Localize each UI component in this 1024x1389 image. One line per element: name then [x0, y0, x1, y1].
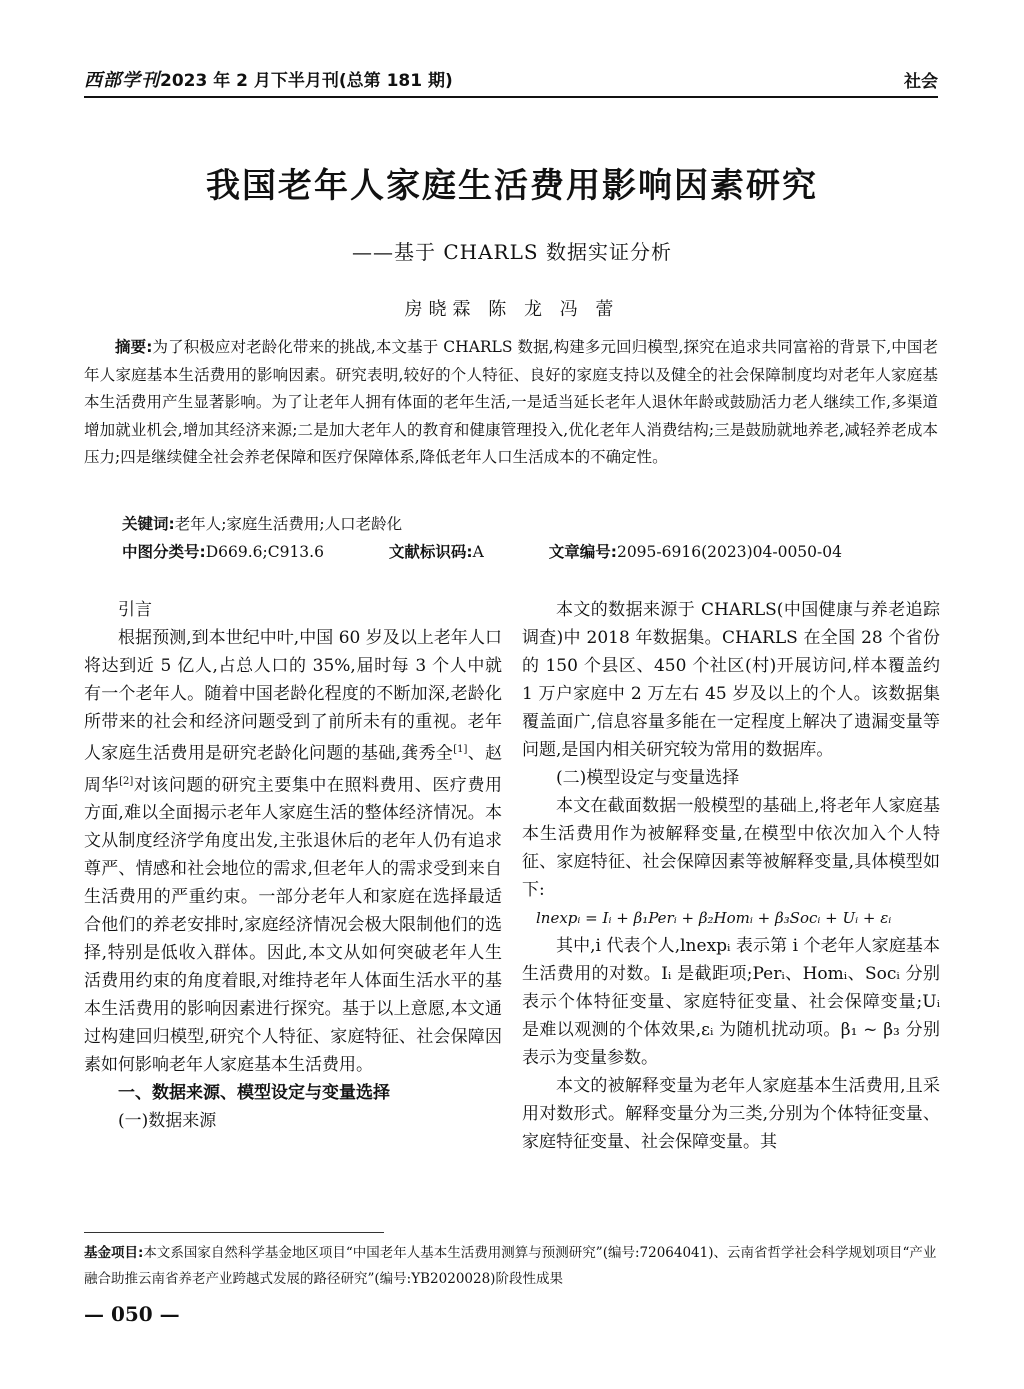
keywords-label: 关键词: [122, 515, 175, 533]
intro-heading: 引言 [118, 600, 152, 620]
doc-code-label: 文献标识码: [388, 543, 473, 561]
article-number-value: 2095-6916(2023)04-0050-04 [616, 543, 842, 561]
abstract-label: 摘要: [115, 338, 153, 356]
funding-text: 本文系国家自然科学基金地区项目“中国老年人基本生活费用测算与预测研究”(编号:72064041)、云南省哲学社会科学规划项目“产业融合助推云南省养老产业跨越式发展的路径研究”(编号:YB2020028)阶段性成果 [84, 1245, 937, 1287]
funding-footnote [84, 1240, 944, 1292]
left-column [84, 596, 502, 1135]
issue-text: 2023 年 2 月下半月刊(总第 181 期) [160, 71, 453, 91]
keywords-text: 老年人;家庭生活费用;人口老龄化 [174, 515, 403, 533]
article-subtitle: ——基于 CHARLS 数据实证分析 [352, 240, 672, 264]
article-number-item [549, 540, 842, 562]
subsection-2-heading: (二)模型设定与变量选择 [556, 768, 740, 788]
running-header [84, 68, 938, 98]
page-number: — 050 — [84, 1302, 180, 1326]
keywords [122, 512, 402, 534]
authors: 房晓霖 陈 龙 冯 蕾 [404, 299, 620, 320]
subsection-1-heading: (一)数据来源 [118, 1111, 217, 1132]
regression-equation: lnexpᵢ = Iᵢ + β₁Perᵢ + β₂Homᵢ + β₃Socᵢ + Uᵢ + εᵢ [536, 909, 892, 927]
clc-value: D669.6;C913.6 [205, 543, 324, 561]
clc-label: 中图分类号: [122, 543, 206, 561]
intro-text-a: 根据预测,到本世纪中叶,中国 60 岁及以上老年人口将达到近 5 亿人,占总人口的 35%,届时每 3 个人中就有一个老年人。随着中国老龄化程度的不断加深,老龄化所带来的社会和经济问题受到了前所未有的重视。老年人家庭生活费用是研究老龄化问题的基础,龚秀全 [84, 628, 502, 764]
doc-code-item [389, 540, 484, 562]
dependent-variable-paragraph: 本文的被解释变量为老年人家庭基本生活费用,且采用对数形式。解释变量分为三类,分别为个体特征变量、家庭特征变量、社会保障变量。其 [522, 1076, 940, 1152]
intro-text-b: 、赵周华 [84, 743, 503, 796]
footnote-divider [84, 1232, 384, 1233]
article-title: 我国老年人家庭生活费用影响因素研究 [206, 166, 818, 206]
data-source-paragraph: 本文的数据来源于 CHARLS(中国健康与养老追踪调查)中 2018 年数据集。CHARLS 在全国 28 个省份的 150 个县区、450 个社区(村)开展访问,样本覆盖约 1 万户家庭中 2 万左右 45 岁及以上的个人。该数据集覆盖面广,信息容量多能在一定程度上解决了遗漏变量等问题,是国内相关研究较为常用的数据库。 [522, 600, 940, 760]
section-1-heading: 一、数据来源、模型设定与变量选择 [118, 1083, 390, 1104]
ref-1: [1] [453, 744, 468, 755]
variable-definition-paragraph: 其中,i 代表个人,lnexpᵢ 表示第 i 个老年人家庭基本生活费用的对数。Iᵢ 是截距项;Perᵢ、Homᵢ、Socᵢ 分别表示个体特征变量、家庭特征变量、社会保障变量;Uᵢ 是难以观测的个体效果,εᵢ 为随机扰动项。β₁ ~ β₃ 分别表示为变量参数。 [522, 936, 940, 1068]
classification-meta [122, 540, 942, 562]
model-paragraph: 本文在截面数据一般模型的基础上,将老年人家庭基本生活费用作为被解释变量,在模型中依次加入个人特征、家庭特征、社会保障因素等被解释变量,具体模型如下: [522, 796, 940, 900]
journal-issue [84, 66, 453, 92]
funding-label: 基金项目: [84, 1245, 144, 1261]
ref-2: [2] [119, 775, 134, 787]
doc-code-value: A [472, 543, 484, 561]
article-number-label: 文章编号: [548, 543, 617, 561]
section-label: 社会 [904, 72, 938, 92]
intro-text-c: 对该问题的研究主要集中在照料费用、医疗费用方面,难以全面揭示老年人家庭生活的整体经济情况。本文从制度经济学角度出发,主张退休后的老年人仍有追求尊严、情感和社会地位的需求,但老年人的需求受到来自生活费用的严重约束。一部分老年人和家庭在选择最适合他们的养老安排时,家庭经济情况会极大限制他们的选择,特别是低收入群体。因此,本文从如何突破老年人生活费用约束的角度着眼,对维持老年人体面生活水平的基本生活费用的影响因素进行探究。基于以上意愿,本文通过构建回归模型,研究个人特征、家庭特征、社会保障因素如何影响老年人家庭基本生活费用。 [84, 775, 503, 1076]
journal-logo: 西部学刊 [84, 70, 160, 91]
clc-item [122, 540, 324, 562]
right-column [522, 596, 940, 1156]
intro-paragraph [84, 624, 502, 1079]
abstract-text: 为了积极应对老龄化带来的挑战,本文基于 CHARLS 数据,构建多元回归模型,探究在追求共同富裕的背景下,中国老年人家庭基本生活费用的影响因素。研究表明,较好的个人特征、良好的家庭支持以及健全的社会保障制度均对老年人家庭基本生活费用产生显著影响。为了让老年人拥有体面的老年生活,一是适当延长老年人退休年龄或鼓励活力老人继续工作,多渠道增加就业机会,增加其经济来源;二是加大老年人的教育和健康管理投入,优化老年人消费结构;三是鼓励就地养老,减轻养老成本压力;四是继续健全社会养老保障和医疗保障体系,降低老年人口生活成本的不确定性。 [84, 338, 939, 466]
abstract [84, 334, 938, 472]
